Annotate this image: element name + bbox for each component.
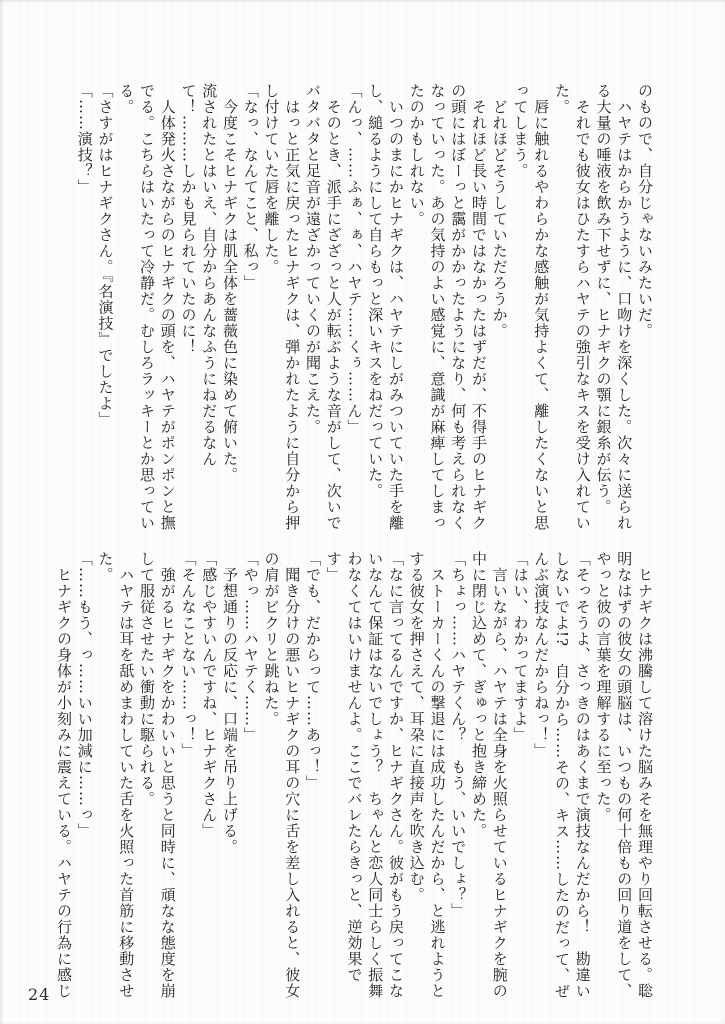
text-block-bottom [53,551,655,1000]
paragraph: 「……もう、っ……いい加減に……っ」 [75,551,94,839]
paragraph: ヒナギクは沸騰して溶けた脳みそを無理やり回転させる。聡明なはずの彼女の頭脳は、いつもの何十倍もの回り道をして、やっと彼の言葉を理解するに至った。 [594,551,654,999]
paragraph: ハヤテは耳を舐めまわしていた舌を火照った首筋に移動させた。 [96,551,136,999]
paragraph: 「さすがはヒナギクさん。『名演技』でしたよ」 [96,83,115,428]
paragraph: いつのまにかヒナギクは、ハヤテにしがみついていた手を離し、縋るようにして自らもっと深いキスをねだっていた。 [366,83,405,531]
paragraph: のもので、自分じゃないみたいだ。 [636,83,654,339]
paragraph: 聞き分けの悪いヒナギクの耳の穴に舌を差し入れると、彼女の肩がビクリと跳ねた。 [262,551,302,999]
text-block-top [74,83,655,532]
paragraph: ハヤテはからかうように、口吻けを深くした。次々に送られる大量の唾液を飲み下せずに、ヒナギクの顎に銀糸が伝う。 [594,83,634,531]
paragraph: 「なっ、なんてこと、私っ」 [241,83,260,291]
paragraph: 「ちょっ……ハヤテくん？ もう、いいでしょ？」 [449,551,468,919]
paragraph: ストーカーくんの撃退には成功したんだから、と逃れようとする彼女を押さえて、耳朶に直接声を吹き込む。 [407,551,447,999]
paragraph: そのとき、派手にざざっと人が転ぶような音がして、次いでバタバタと足音が遠ざかっていくのが聞こえた。 [304,83,343,531]
paragraph: ヒナギクの身体が小刻みに震えている。ハヤテの行為に感じ [55,567,73,999]
paragraph: 「やっ……ハヤテく……」 [241,551,260,743]
paragraph: 「……演技？」 [75,83,94,195]
paragraph: 流されたとはいえ、自分からあんなふうにねだるなんて！………しかも見られていたのに！ [179,83,219,467]
paragraph: 「なに言ってるんですか、ヒナギクさん。彼がもう戻ってこないなんて保証はないでしょう？ ちゃんと恋人同士らしく振舞わなくてはいけませんよ。ここでバレたらきっと、逆効果です」 [324,551,405,999]
paragraph: どれほどそうしていただろうか。 [490,99,509,339]
paragraph: 「そっそうよ、さっきのはあくまで演技なんだから！ 勘違いしないでよ!? 自分から……その、キス……したのだって、ぜんぶ演技なんだからねっ！」 [532,551,592,1000]
paragraph: 人体発火さながらのヒナギクの頭を、ハヤテがポンポンと撫でる。こちらはいたって冷静だ。むしろラッキーとか思っている。 [117,83,177,531]
paragraph: 今度こそヒナギクは肌全体を薔薇色に染めて俯いた。 [221,99,239,483]
paragraph: 「んっ、……ふぁ、ぁ、ハヤテ……くぅ……ん」 [345,83,364,435]
paragraph: それほど長い時間ではなかったはずだが、不得手のヒナギクの頭にはぼーっと靄がかかったようになり、何も考えられなくなっていった。あの気持のよい感覚に、意識が麻痺してしまったのかもしれない。 [407,83,488,531]
page-number: 24 [28,985,51,1004]
paragraph: 「そんなことない……っ！」 [179,551,198,759]
paragraph: 「感じやすいんですね、ヒナギクさん」 [200,551,219,839]
paragraph: それでも彼女はひたすらハヤテの強引なキスを受け入れていた。 [553,83,592,531]
paragraph: 言いながら、ハヤテは全身を火照らせているヒナギクを腕の中に閉じ込めて、ぎゅっと抱き締めた。 [470,551,509,999]
paragraph: 「でも、だからって……あっ！」 [304,551,322,791]
paragraph: 唇に触れるやわらかな感触が気持よくて、離したくないと思ってしまう。 [511,83,551,531]
paragraph: 予想通りの反応に、口端を吊り上げる。 [221,567,239,855]
paragraph: 「はい、わかってますよ」 [511,551,530,743]
paragraph: はっと正気に戻ったヒナギクは、弾かれたように自分から押し付けていた唇を離した。 [262,83,302,531]
paragraph: 強がるヒナギクをかわいいと思うと同時に、頑なな態度を崩して服従させたい衝動に駆られる。 [138,551,177,999]
